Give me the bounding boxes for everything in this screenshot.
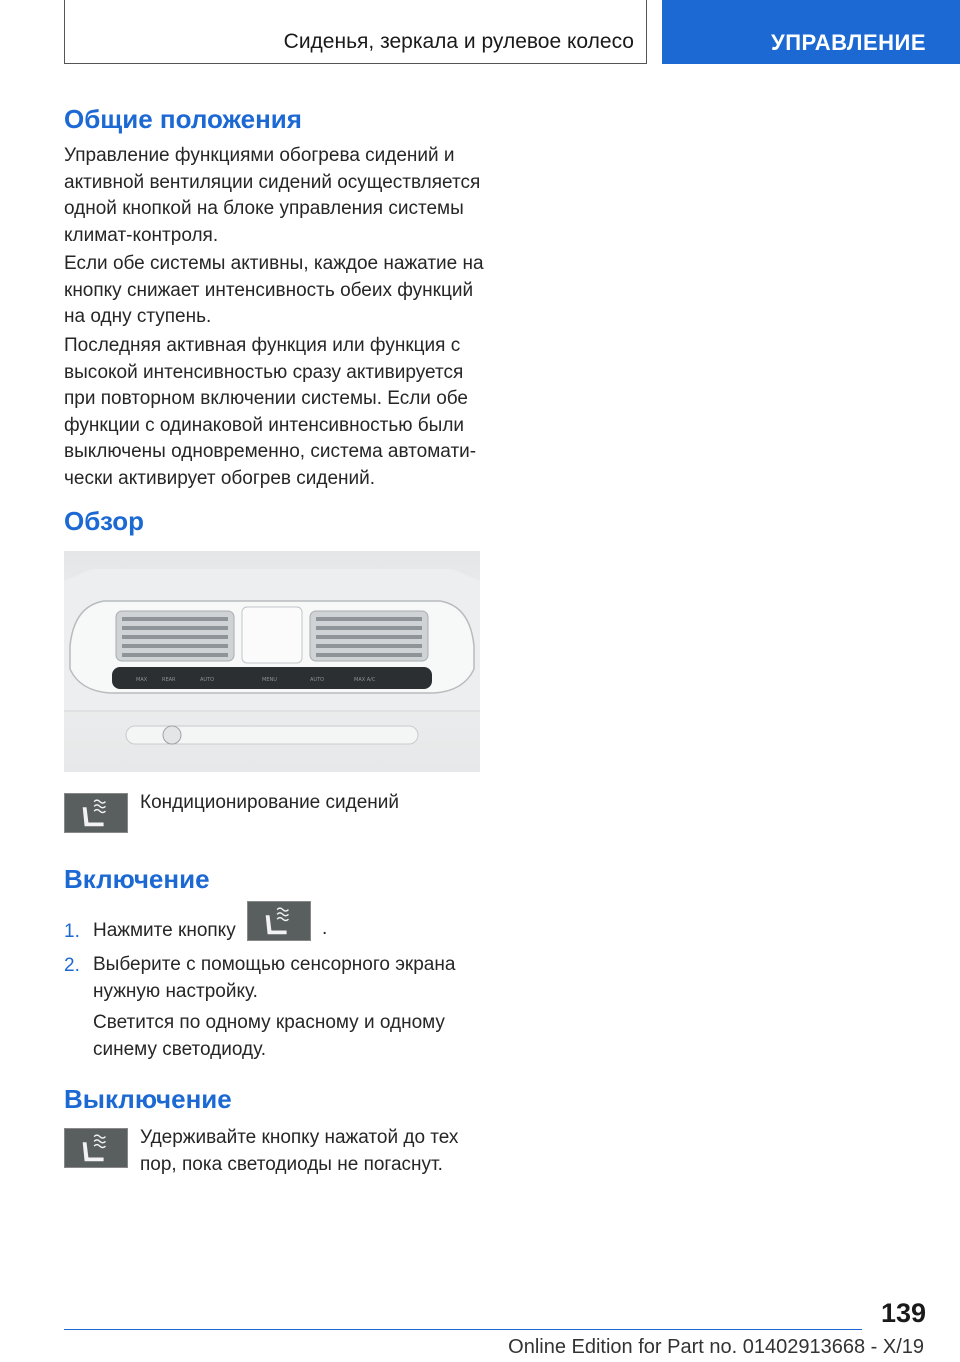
disable-text: Удерживайте кнопку нажатой до тех пор, пока светодиоды не погаснут. [140,1127,459,1175]
climate-panel-photo [64,551,480,772]
step-1-number: 1. [64,921,80,942]
header-chapter-box [64,0,647,64]
dashboard-illustration [64,551,480,772]
general-heading: Общие положения [64,104,302,134]
overview-heading: Обзор [64,506,144,536]
svg-text:REAR: REAR [162,677,176,683]
section-tab [662,0,960,64]
chapter-title: Сиденья, зеркала и рулевое колесо [283,30,634,53]
svg-text:AUTO: AUTO [200,677,215,683]
step-2-number: 2. [64,955,80,976]
svg-text:MAX: MAX [136,677,148,683]
general-paragraph-1: Управление функциями обогрева сидений и активной вентиляции сидений осуществляется одной кнопкой на блоке управления системы климат-контроля. [64,145,481,246]
svg-text:AUTO: AUTO [310,677,325,683]
section-title: УПРАВЛЕНИЕ [771,30,926,55]
footer-edition: Online Edition for Part no. 01402913668 - X/19 [508,1336,924,1358]
general-paragraph-2: Если обе системы активны, каждое нажатие на кнопку снижает интенсивность обеих функций на одну ступень. [64,253,484,327]
svg-text:MENU: MENU [262,677,277,683]
enable-heading: Включение [64,864,210,894]
step-1-label: Нажмите кнопку [93,920,236,941]
step-2-text: Выберите с помощью сенсорного экрана нужную настройку. [93,954,456,1002]
disable-heading: Выключение [64,1084,232,1114]
step-2-note: Светится по одному красному и одному синему светодиоду. [93,1012,445,1060]
icon-caption: Кондиционирование сидений [140,792,400,813]
svg-text:MAX A/C: MAX A/C [354,677,376,683]
seat-climate-button-icon [247,901,311,941]
footer-divider [64,1329,862,1330]
step-1-suffix: . [322,918,328,939]
seat-climate-icon-off [64,1128,128,1168]
general-paragraph-3: Последняя активная функция или функция с высокой интенсивностью сразу активируется при повторном включении системы. Если обе функции с одинаковой интенсивностью были выключены одновременно, система автоматически активирует обогрев сидений. [64,335,477,489]
page-number: 139 [880,1298,926,1328]
seat-climate-icon [64,793,128,833]
